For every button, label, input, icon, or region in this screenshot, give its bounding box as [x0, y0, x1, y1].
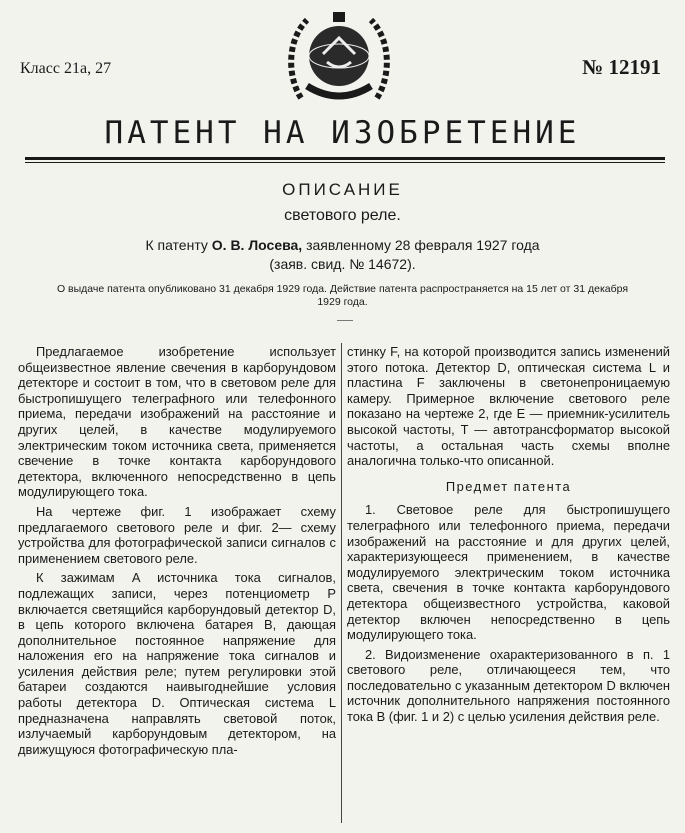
author-name: О. В. Лосева, — [211, 237, 303, 253]
attribution-prefix: К патенту — [145, 237, 208, 253]
attribution — [0, 236, 685, 274]
body-paragraph: На чертеже фиг. 1 изображает схему предлагаемого светового реле и фиг. 2— схему устройства для фотографической записи сигналов с применением светового реле. — [18, 503, 336, 566]
section-divider — [337, 320, 353, 321]
right-column — [347, 344, 670, 729]
claim-item: 1. Световое реле для быстропишущего телеграфного или телефонного приема, передачи изображений на расстояние и для других целей, характеризующееся применением, в качестве модулируемого электрическим током источника света, свечения в точке контакта карборундового детектора общеизвестного устройства, каковой детектор включен непосредственно в цепь модулирующего тока. — [347, 502, 670, 643]
body-paragraph: стинку F, на которой производится запись изменений этого потока. Детектор D, оптическая система L и пластина F заключены в светонепроницаемую камеру. Примерное включение светового реле показано на чертеже 2, где E — приемник-усилитель высокой частоты, T — автотрансформатор высокой частоты, а остальная часть схемы вполне аналогична только-что описанной. — [347, 344, 670, 469]
left-column — [18, 344, 336, 761]
attribution-line-1 — [0, 236, 685, 255]
application-number: (заяв. свид. № 14672). — [269, 256, 416, 272]
subject-title: светового реле. — [284, 207, 401, 224]
claim-item: 2. Видоизменение охарактеризованного в п. 1 светового реле, отличающееся тем, что последовательно с указанным детектором D включен источник дополнительного напряжения постоянного тока B (фиг. 1 и 2) с целью усиления действия реле. — [347, 646, 670, 725]
patent-number: № 12191 — [582, 55, 661, 79]
section-heading: ОПИСАНИЕ — [282, 180, 403, 199]
claims-heading: Предмет патента — [445, 478, 572, 494]
document-title: ПАТЕНТ НА ИЗОБРЕТЕНИЕ — [104, 115, 581, 151]
column-separator — [341, 343, 342, 823]
state-emblem — [283, 6, 395, 110]
title-rule-thin — [25, 162, 665, 163]
body-paragraph: Предлагаемое изобретение использует общеизвестное явление свечения в карборундовом детекторе и состоит в том, что в световом реле для быстропишущего телеграфного или телефонного приема, передачи изображений на расстояние и других целей, в качестве модулируемого электрическим током источника света, применяется свечение в точке контакта карборундового детектора, включенного непосредственно в цепь модулирующего тока. — [18, 344, 336, 500]
publication-notice: О выдаче патента опубликовано 31 декабря 1929 года. Действие патента распространяется на 15 лет от 31 декабря 1929 года. — [56, 283, 629, 308]
body-paragraph: К зажимам A источника тока сигналов, подлежащих записи, через потенциометр P включается светящийся карборундовый детектор D, в цепь которого включена батарея B, дающая дополнительное постоянное напряжение для наложения его на напряжение тока сигналов и усиления действия реле; путем регулировки этой батареи создаются наивыгоднейшие условия работы детектора D. Оптическая система L предназначена направлять световой поток, излучаемый карборундовым детектором, на движущуюся фотографическую пла- — [18, 570, 336, 757]
title-rule-thick — [25, 157, 665, 160]
class-label: Класс 21а, 27 — [20, 60, 112, 77]
attribution-suffix: заявленному 28 февраля 1927 года — [306, 237, 540, 253]
